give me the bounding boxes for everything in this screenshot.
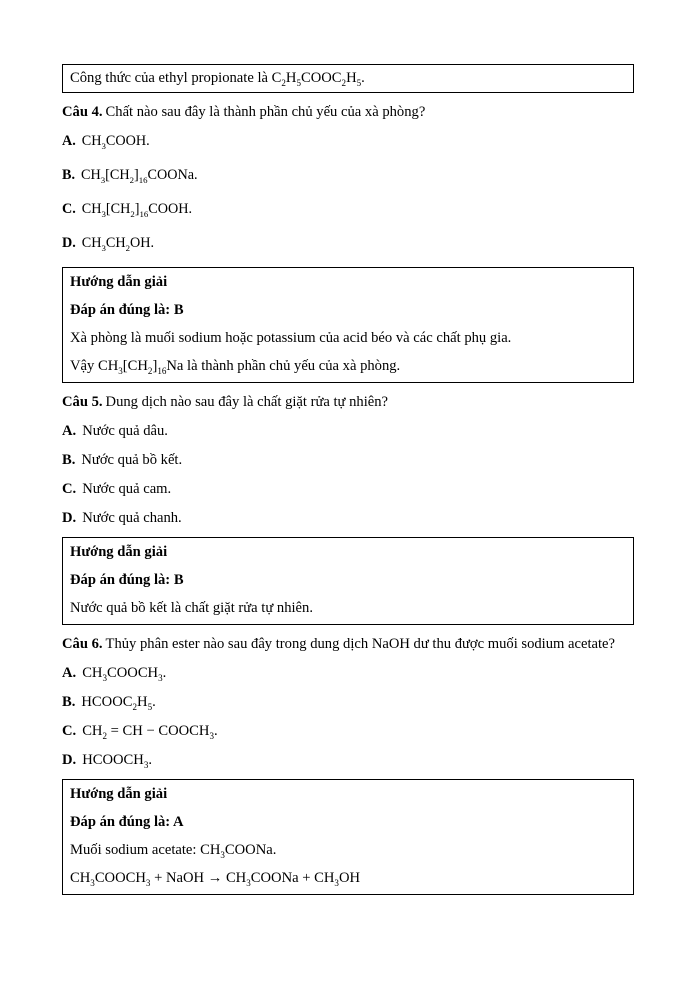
solution-box-question-5 [62,537,634,625]
option-a-text: Nước quả dâu. [82,423,168,439]
solution-line: $CH_3COOCH_3$ + NaOH → $CH_3COONa + CH_3OH$ [70,870,361,888]
question-6 [62,634,634,654]
option-a-text: $CH_3COOH$. [81,133,150,151]
question-6-label: Câu 6. [62,636,103,652]
option-c-text: $CH_3[CH_2]_{16}COOH$. [81,201,193,219]
solution-answer: Đáp án đúng là: B [70,302,184,318]
question-4-option-d [62,233,634,253]
solution-box-question-4 [62,267,634,383]
option-d-label: D. [62,510,77,526]
option-c-text: $CH_2$ = CH − $COOCH_3$. [82,723,218,741]
solution-line: Vậy $CH_3[CH_2]_{16}Na$ là thành phần chủ yếu của xà phòng. [70,358,401,376]
question-5 [62,392,634,412]
question-4-label: Câu 4. [62,104,103,120]
question-5-option-a [62,421,634,441]
solution-line: Muối sodium acetate: $CH_3COONa$. [70,842,277,860]
option-c-label: C. [62,201,76,217]
question-6-option-b [62,692,634,712]
intro-note-text: Công thức của ethyl propionate là $C_2H_5COOC_2H_5$. [70,70,365,88]
intro-note-box [62,64,634,93]
solution-box-question-6 [62,779,634,895]
solution-line: Xà phòng là muối sodium hoặc potassium của acid béo và các chất phụ gia. [70,330,512,346]
option-c-label: C. [62,481,77,497]
solution-title: Hướng dẫn giải [70,786,168,802]
option-a-label: A. [62,133,76,149]
option-a-label: A. [62,423,77,439]
option-d-label: D. [62,235,76,251]
question-4 [62,102,634,122]
option-d-text: Nước quả chanh. [82,510,182,526]
option-a-label: A. [62,665,77,681]
option-b-text: Nước quả bồ kết. [81,452,183,468]
option-b-label: B. [62,694,76,710]
solution-answer: Đáp án đúng là: B [70,572,184,588]
question-5-option-b [62,450,634,470]
question-4-option-c [62,199,634,219]
option-b-text: $HCOOC_2H_5$. [81,694,156,712]
question-6-option-c [62,721,634,741]
option-a-text: $CH_3COOCH_3$. [82,665,167,683]
option-d-text: $CH_3CH_2OH$. [81,235,155,253]
question-6-option-d [62,750,634,770]
solution-title: Hướng dẫn giải [70,544,168,560]
solution-title: Hướng dẫn giải [70,274,168,290]
solution-answer: Đáp án đúng là: A [70,814,184,830]
question-5-option-d [62,508,634,528]
option-d-text: $HCOOCH_3$. [82,752,153,770]
question-4-option-a [62,131,634,151]
question-4-text: Chất nào sau đây là thành phần chủ yếu của xà phòng? [105,104,426,120]
question-5-option-c [62,479,634,499]
question-5-text: Dung dịch nào sau đây là chất giặt rửa tự nhiên? [105,394,389,410]
question-4-option-b [62,165,634,185]
question-6-option-a [62,663,634,683]
option-c-text: Nước quả cam. [82,481,172,497]
question-5-label: Câu 5. [62,394,103,410]
option-b-text: $CH_3[CH_2]_{16}COONa$. [81,167,198,185]
option-b-label: B. [62,452,76,468]
question-6-text: Thủy phân ester nào sau đây trong dung dịch NaOH dư thu được muối sodium acetate? [105,636,616,652]
option-c-label: C. [62,723,77,739]
solution-line: Nước quả bồ kết là chất giặt rửa tự nhiên. [70,600,313,616]
option-d-label: D. [62,752,77,768]
option-b-label: B. [62,167,76,183]
